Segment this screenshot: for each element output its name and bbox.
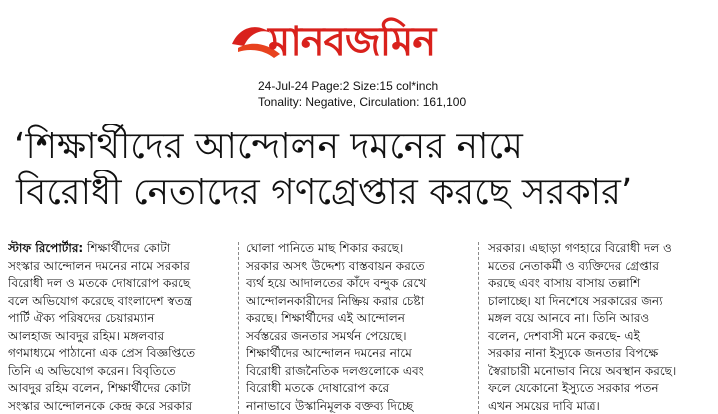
article-line: বিরোধী দল ও মতকে দোষারোপ করছে <box>8 276 191 290</box>
headline <box>14 124 714 216</box>
article-body <box>8 240 714 414</box>
article-line: মতের নেতাকর্মী ও ব্যক্তিদের গ্রেপ্তার <box>488 258 659 273</box>
article-column-3 <box>488 240 714 414</box>
article-line: চালাচ্ছে। যা দিনশেষে সরকারের জন্য <box>488 293 663 308</box>
clipping-meta-tonality: Tonality: Negative, Circulation: 161,100 <box>258 95 467 109</box>
article-line: করছে। শিক্ষার্থীদের এই আন্দোলন <box>246 311 405 325</box>
article-line: বিরোধী রাজনৈতিক দলগুলোকে এবং <box>246 363 424 378</box>
article-column-1 <box>8 240 230 414</box>
article-line: স্টাফ রিপোর্টার: শিক্ষার্থীদের কোটা <box>8 241 171 255</box>
headline-line-1: ‘শিক্ষার্থীদের আন্দোলন দমনের নামে <box>14 126 523 167</box>
article-line: আন্দোলনকারীদের নিষ্ক্রিয় করার চেষ্টা <box>246 293 425 308</box>
article-line: আলহাজ আবদুর রহিম। মঙ্গলবার <box>8 328 165 343</box>
article-line: সংস্কার আন্দোলন দমনের নামে সরকার <box>8 258 190 273</box>
article-line: ফলে যেকোনো ইস্যুতে সরকার পতন <box>488 381 659 395</box>
masthead-title: মানবজমিন <box>268 18 436 65</box>
article-line: সরকার নানা ইস্যুকে জনতার বিপক্ষে <box>488 346 659 360</box>
article-line: বলে অভিযোগ করেছে বাংলাদেশ স্বতন্ত্র <box>8 293 193 308</box>
article-line: এখন সময়ের দাবি মাত্র। <box>488 398 600 413</box>
clipping-meta-date-size: 24-Jul-24 Page:2 Size:15 col*inch <box>258 79 439 93</box>
article-line: তিনি এ অভিযোগ করেন। বিবৃতিতে <box>8 363 176 378</box>
article-line: ব্যর্থ হয়ে আদালতের কাঁদে বন্দুক রেখে <box>246 276 427 290</box>
article-line: সরকার। এছাড়া গণহারে বিরোধী দল ও <box>488 241 672 255</box>
article-column-2 <box>246 240 468 414</box>
headline-line-2: বিরোধী নেতাদের গণগ্রেপ্তার করছে সরকার’ <box>16 172 633 213</box>
article-line: নানাভাবে উস্কানিমূলক বক্তব্য দিচ্ছে <box>246 398 414 413</box>
article-line: ঘোলা পানিতে মাছ শিকার করছে। <box>246 241 404 255</box>
article-line: পার্টি ঐক্য পরিষদের চেয়ারম্যান <box>8 311 155 325</box>
article-line: আবদুর রহিম বলেন, শিক্ষার্থীদের কোটা <box>8 381 191 395</box>
masthead <box>228 4 498 72</box>
article-line: সরকার অসৎ উদ্দেশ্য বাস্তবায়ন করতে <box>246 258 425 273</box>
article-line: গণমাধ্যমে পাঠানো এক প্রেস বিজ্ঞপ্তিতে <box>8 346 196 360</box>
article-line: সর্বস্তরের জনতার সমর্থন পেয়েছে। <box>246 328 407 343</box>
article-line: সংস্কার আন্দোলনকে কেন্দ্র করে সরকার <box>8 398 193 413</box>
article-line: শিক্ষার্থীদের আন্দোলন দমনের নামে <box>246 346 412 360</box>
article-line: করছে এবং বাসায় বাসায় তল্লাশি <box>488 276 641 290</box>
article-line: মঙ্গল বয়ে আনবে না। তিনি আরও <box>488 311 650 325</box>
article-line: বলেন, দেশবাসী মনে করছে- এই <box>488 328 640 343</box>
article-line: স্বৈরাচারী মনোভাব নিয়ে অবস্থান করছে। <box>488 363 677 378</box>
article-line: বিরোধী মতকে দোষারোপ করে <box>246 381 390 395</box>
byline: স্টাফ রিপোর্টার: <box>8 241 84 255</box>
